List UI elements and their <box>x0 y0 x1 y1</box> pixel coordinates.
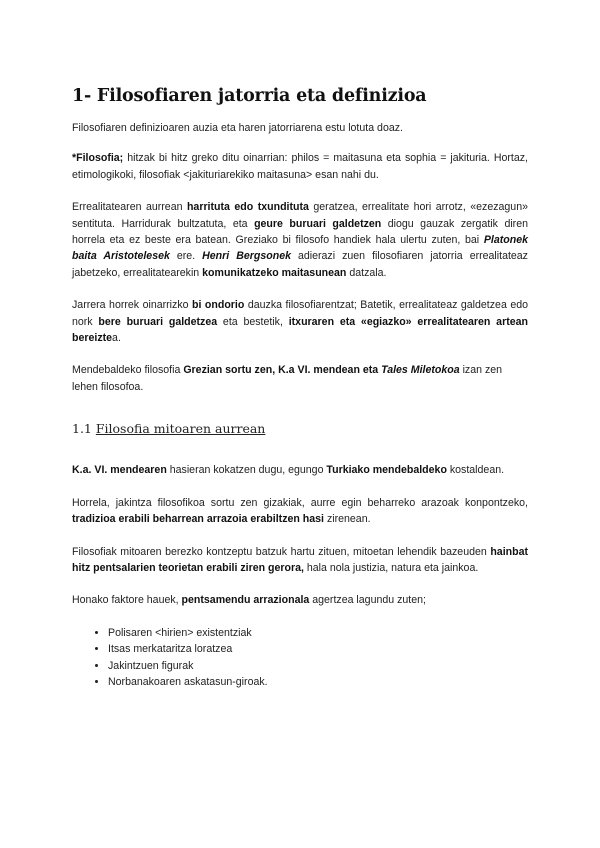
paragraph-definition: *Filosofia; hitzak bi hitz greko ditu oinarrian: philos = maitasuna eta sophia = jakituria. Hortaz, etimologikoki, filosofiak <jakituriarekiko maitasuna> esan nahi du. <box>72 152 528 181</box>
paragraph-origin: Mendebaldeko filosofia Grezian sortu zen, K.a VI. mendean eta Tales Miletokoa izan zen lehen filosofoa. <box>72 364 503 393</box>
paragraph-wonder: Errealitatearen aurrean harrituta edo txundituta geratzea, errealitate hori arrotz, «ezezagun» sentituta. Harridurak bultzatuta, eta geure buruari galdetzen diogu gauzak zergatik diren horrela eta ez beste era batean. Greziako bi filosofo handiek hala ulertu zuten, bai Platonek baita Aristotelesek ere. Henri Bergsonek adierazi zuen filosofiaren jatorria errealitateaz jabetzeko, errealitatearekin komunikatzeko maitasunean datzala. <box>72 201 528 279</box>
list-item: • Polisaren <hirien> existentziak <box>108 625 528 641</box>
list-item: • Itsas merkataritza loratzea <box>108 641 528 657</box>
page-title: 1- Filosofiaren jatorria eta definizioa <box>72 86 427 106</box>
paragraph-factors: Honako faktore hauek, pentsamendu arrazionala agertzea lagundu zuten; <box>72 594 426 607</box>
intro-paragraph: Filosofiaren definizioaren auzia eta haren jatorriarena estu lotuta doaz. <box>72 122 403 134</box>
paragraph-reason: Horrela, jakintza filosofikoa sortu zen gizakiak, aurre egin beharreko arazoak konpontzeko, tradizioa erabili beharrean arrazoia erabiltzen hasi zirenean. <box>72 496 528 526</box>
paragraph-century: K.a. VI. mendearen hasieran kokatzen dugu, egungo Turkiako mendebaldeko kostaldean. <box>72 464 505 477</box>
paragraph-consequences: Jarrera horrek oinarrizko bi ondorio dauzka filosofiarentzat; Batetik, errealitateaz galdetzea edo nork bere buruari galdetzea eta bestetik, itxuraren eta «egiazko» errealitatearen artean bereiztea. <box>72 299 529 345</box>
section-heading: 1.1 Filosofia mitoaren aurrean <box>72 421 266 437</box>
list-item: • Norbanakoaren askatasun-giroak. <box>108 674 528 690</box>
list-item: • Jakintzuen figurak <box>108 658 528 674</box>
paragraph-myth-concepts: Filosofiak mitoaren berezko kontzeptu batzuk hartu zituen, mitoetan lehendik bazeuden hainbat hitz pentsalarien teorietan erabili ziren gerora, hala nola justizia, natura eta jainkoa. <box>72 545 528 574</box>
factors-list <box>72 625 528 691</box>
document-page <box>72 86 528 690</box>
